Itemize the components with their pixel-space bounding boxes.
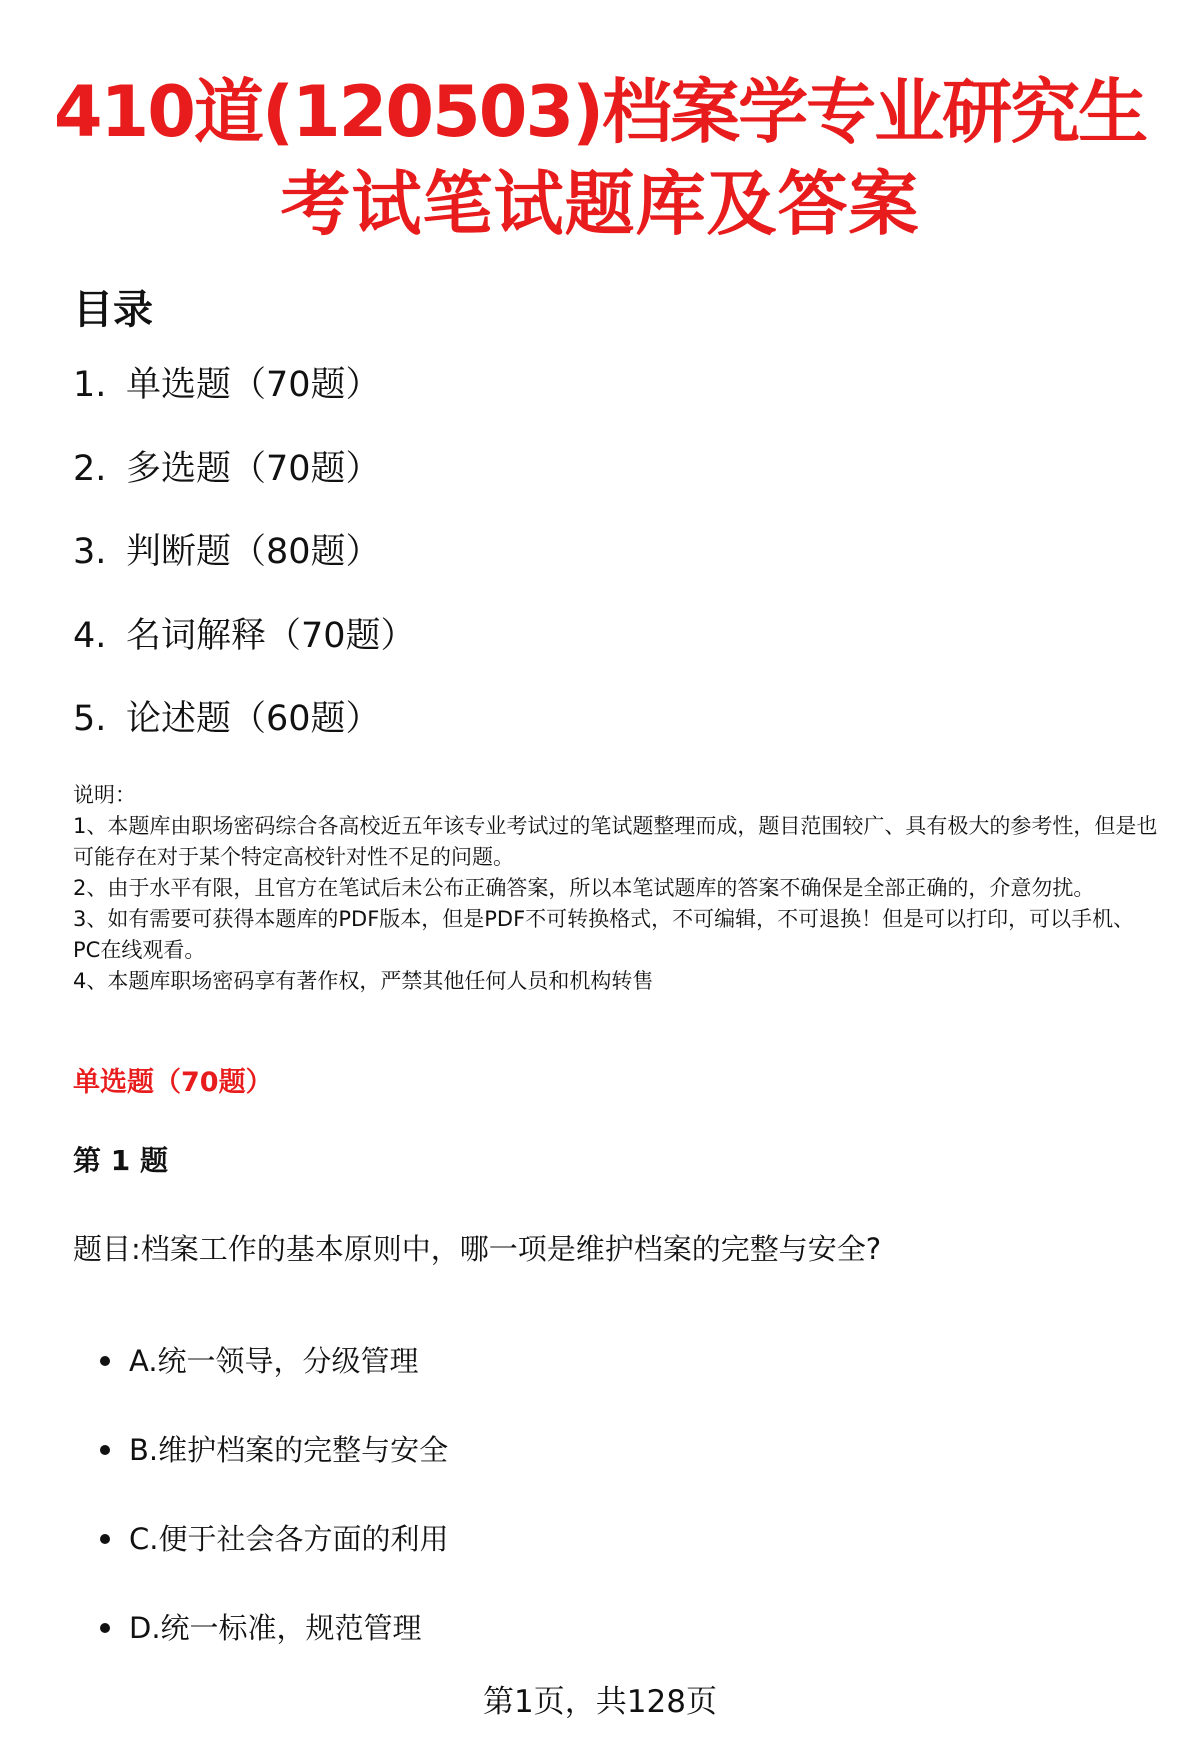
bullet-icon bbox=[100, 1356, 110, 1366]
toc-item bbox=[73, 444, 416, 528]
toc-item-label: 单选题（70题） bbox=[126, 365, 381, 405]
toc-item bbox=[73, 527, 416, 611]
document-title-line-1: 410道(120503)档案学专业研究生 bbox=[53, 71, 1147, 153]
note-item: 3、如有需要可获得本题库的PDF版本，但是PDF不可转换格式，不可编辑，不可退换！但是可以打印，可以手机、PC在线观看。 bbox=[73, 907, 1135, 962]
toc-item-label: 判断题（80题） bbox=[126, 532, 381, 572]
toc-item-number: 5. bbox=[73, 699, 107, 739]
notes-block bbox=[73, 780, 1158, 997]
toc-item bbox=[73, 694, 416, 778]
answer-option bbox=[100, 1405, 448, 1494]
toc-item-label: 名词解释（70题） bbox=[126, 615, 416, 656]
answer-option-label: A.统一领导，分级管理 bbox=[129, 1343, 419, 1378]
toc-item-label: 论述题（60题） bbox=[126, 699, 381, 739]
toc-item-number: 4. bbox=[73, 615, 107, 656]
note-item: 4、本题库职场密码享有著作权，严禁其他任何人员和机构转售 bbox=[73, 969, 654, 993]
toc-item bbox=[73, 611, 416, 695]
table-of-contents bbox=[73, 360, 416, 778]
answer-option bbox=[100, 1316, 448, 1405]
toc-item-number: 3. bbox=[73, 532, 107, 572]
note-item: 2、由于水平有限，且官方在笔试后未公布正确答案，所以本笔试题库的答案不确保是全部正确的，介意勿扰。 bbox=[73, 876, 1095, 900]
document-title-line-2: 考试笔试题库及答案 bbox=[280, 163, 920, 245]
note-item: 1、本题库由职场密码综合各高校近五年该专业考试过的笔试题整理而成，题目范围较广、具有极大的参考性，但是也可能存在对于某个特定高校针对性不足的问题。 bbox=[73, 814, 1158, 869]
section-title: 单选题（70题） bbox=[73, 1067, 273, 1098]
toc-item-number: 1. bbox=[73, 365, 107, 405]
answer-options bbox=[100, 1316, 448, 1672]
answer-option bbox=[100, 1494, 448, 1583]
answer-option-label: D.统一标准，规范管理 bbox=[129, 1610, 422, 1645]
question-heading: 第 1 题 bbox=[73, 1144, 168, 1177]
notes-heading: 说明： bbox=[73, 783, 136, 807]
bullet-icon bbox=[100, 1534, 110, 1544]
toc-item-label: 多选题（70题） bbox=[126, 448, 381, 489]
toc-item bbox=[73, 360, 416, 444]
question-text: 题目:档案工作的基本原则中，哪一项是维护档案的完整与安全? bbox=[73, 1232, 882, 1266]
bullet-icon bbox=[100, 1445, 110, 1455]
toc-item-number: 2. bbox=[73, 448, 107, 489]
toc-heading: 目录 bbox=[73, 287, 153, 333]
answer-option-label: B.维护档案的完整与安全 bbox=[129, 1432, 449, 1467]
bullet-icon bbox=[100, 1623, 110, 1633]
page-footer: 第1页，共128页 bbox=[483, 1684, 717, 1720]
answer-option bbox=[100, 1583, 448, 1672]
answer-option-label: C.便于社会各方面的利用 bbox=[129, 1521, 449, 1556]
